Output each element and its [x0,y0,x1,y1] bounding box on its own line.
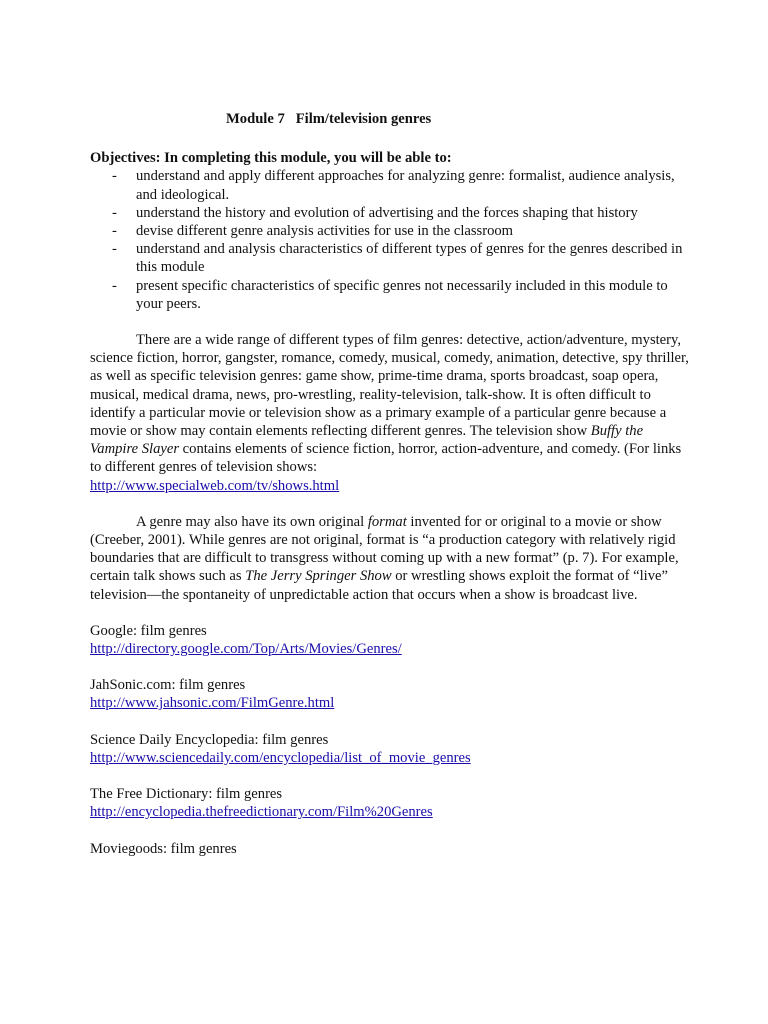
reference-moviegoods [90,840,690,858]
objective-item [90,204,690,222]
module-title: Module 7 Film/television genres [226,111,432,127]
reference-label: The Free Dictionary: film genres [90,786,283,803]
bullet-dash: - [112,168,117,185]
objective-text: understand the history and evolution of advertising and the forces shaping that history [136,204,638,221]
reference-link[interactable]: http://www.jahsonic.com/FilmGenre.html [90,695,335,712]
bullet-dash: - [112,241,117,258]
reference-sciencedaily [90,731,690,767]
reference-link[interactable]: http://encyclopedia.thefreedictionary.com/Film%20Genres [90,804,433,821]
objectives-heading: Objectives: In completing this module, you will be able to: [90,150,452,167]
objectives-list [90,167,690,313]
format-italic: format [367,513,407,530]
objective-item [90,167,690,203]
reference-label: JahSonic.com: film genres [90,677,246,694]
genres-text-a: There are a wide range of different types of film genres: detective, action/adventure, mystery, science fiction, horror, gangster, romance, comedy, musical, comedy, animation, detective, spy thriller, as well as specific television genres: game show, prime-time drama, sports broadcast, soap opera, musical, medical drama, news, pro-wrestling, reality-television, talk-show. It is often difficult to identify a particular movie or television show as a primary example of a particular genre because a movie or show may contain elements reflecting different genres. The television show [90,332,689,440]
reference-google [90,622,690,658]
objective-text: understand and apply different approaches for analyzing genre: formalist, audience analysis, and ideological. [136,168,675,203]
document-page [90,110,690,876]
reference-label: Google: film genres [90,622,207,639]
reference-link[interactable]: http://directory.google.com/Top/Arts/Movies/Genres/ [90,641,402,658]
format-text-a: A genre may also have its own original [136,513,368,530]
reference-label: Moviegoods: film genres [90,840,237,857]
objective-text: devise different genre analysis activities for use in the classroom [136,223,514,240]
objective-text: understand and analysis characteristics of different types of genres for the genres described in this module [136,241,683,276]
objective-text: present specific characteristics of specific genres not necessarily included in this module to your peers. [136,277,668,312]
genres-text-b: contains elements of science fiction, horror, action-adventure, and comedy. (For links to different genres of television shows: [90,441,682,476]
bullet-dash: - [112,204,117,221]
bullet-dash: - [112,277,117,294]
reference-link[interactable]: http://www.sciencedaily.com/encyclopedia/list_of_movie_genres [90,749,471,766]
reference-freedictionary [90,785,690,821]
objective-item [90,240,690,276]
bullet-dash: - [112,223,117,240]
buffy-title: Buffy the Vampire Slayer [90,423,644,458]
format-paragraph [90,513,690,604]
tv-shows-link[interactable]: http://www.specialweb.com/tv/shows.html [90,477,340,494]
format-text-b: invented for or original to a movie or show (Creeber, 2001). While genres are not original, format is “a production category with relatively rigid boundaries that are difficult to transgress without coming up with a new format” (p. 7). For example, certain talk shows such as [90,513,679,585]
objective-item [90,277,690,313]
genres-paragraph [90,331,690,495]
springer-title: The Jerry Springer Show [245,568,392,585]
reference-label: Science Daily Encyclopedia: film genres [90,731,329,748]
objective-item [90,222,690,240]
reference-jahsonic [90,676,690,712]
format-text-c: or wrestling shows exploit the format of “live” television—the spontaneity of unpredictable action that occurs when a show is broadcast live. [90,568,668,603]
